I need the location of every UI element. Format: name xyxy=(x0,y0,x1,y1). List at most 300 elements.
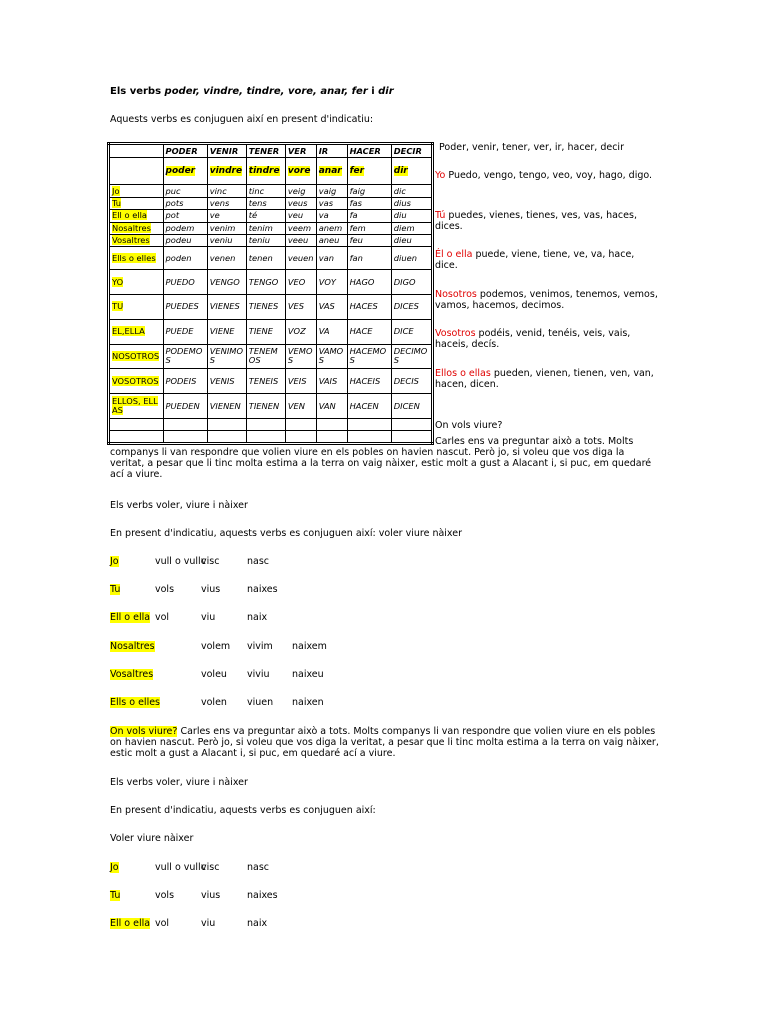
spanish-subject: Tú xyxy=(435,209,446,221)
table-cell xyxy=(163,247,207,270)
cell-value: VOZ xyxy=(287,326,306,337)
form-value: naixen xyxy=(292,697,324,708)
table-row-label xyxy=(109,419,164,431)
table-row xyxy=(109,144,433,158)
table-cell xyxy=(347,158,391,185)
conj-form xyxy=(201,612,215,623)
cell-value: vindre xyxy=(209,165,243,176)
conj-form xyxy=(201,890,220,901)
table-cell xyxy=(316,270,347,295)
spanish-forms: puedes, vienes, tienes, ves, vas, haces, dices. xyxy=(435,209,637,232)
form-value: naix xyxy=(247,612,268,624)
subject-label: Ells o elles xyxy=(110,697,161,708)
table-cell xyxy=(391,185,432,197)
table-cell xyxy=(246,319,285,344)
table-row-label xyxy=(109,210,164,222)
form-value: naixes xyxy=(247,584,278,596)
subject-label: Vosaltres xyxy=(112,235,150,246)
table-cell xyxy=(391,319,432,344)
table-cell xyxy=(316,344,347,369)
table-cell xyxy=(246,369,285,394)
table-cell xyxy=(246,158,285,185)
spanish-line xyxy=(435,289,660,329)
table-cell xyxy=(163,270,207,295)
table-cell xyxy=(246,247,285,270)
cell-value: vaig xyxy=(318,185,337,196)
table-cell xyxy=(347,394,391,419)
table-cell xyxy=(207,144,246,158)
cell-value: tinc xyxy=(248,185,265,196)
table-cell xyxy=(347,294,391,319)
table-row-label xyxy=(109,270,164,295)
table-row xyxy=(109,222,433,234)
cell-value: HACEIS xyxy=(349,375,381,386)
table-cell xyxy=(163,210,207,222)
table-cell xyxy=(391,270,432,295)
conj-subject xyxy=(110,862,119,873)
cell-value: veniu xyxy=(209,235,233,246)
cell-value: VIENEN xyxy=(209,400,241,411)
cell-value: va xyxy=(318,210,329,221)
cell-value: PUEDES xyxy=(165,301,199,312)
form-value: naixeu xyxy=(292,668,324,680)
spanish-forms: podéis, venid, tenéis, veis, vais, haceis, decís. xyxy=(435,328,631,350)
spanish-question: On vols viure? xyxy=(435,420,503,431)
table-cell xyxy=(285,158,316,185)
cell-value: vore xyxy=(287,165,311,176)
cell-value: anem xyxy=(318,222,343,233)
title-last: dir xyxy=(378,86,394,97)
cell-value: TIENEN xyxy=(248,400,280,411)
table-cell xyxy=(207,294,246,319)
table-cell xyxy=(316,431,347,444)
table-cell xyxy=(207,394,246,419)
conj-subject xyxy=(110,612,150,623)
cell-value: dieu xyxy=(393,235,412,246)
cell-value: VEO xyxy=(287,276,306,287)
table-cell xyxy=(207,197,246,209)
story-head: Carles ens va preguntar això a tots. Molts xyxy=(435,436,634,447)
spanish-line xyxy=(435,328,660,368)
cell-value: tenim xyxy=(248,222,273,233)
table-cell xyxy=(391,394,432,419)
story2-paragraph xyxy=(110,726,660,759)
cell-value: dir xyxy=(393,165,408,176)
cell-value: dic xyxy=(393,185,406,196)
table-cell xyxy=(163,369,207,394)
table-cell xyxy=(391,369,432,394)
cell-value: VEIS xyxy=(287,375,307,386)
table-cell xyxy=(246,294,285,319)
cell-value: VIENE xyxy=(209,326,235,337)
cell-value: TENER xyxy=(248,145,280,156)
table-cell xyxy=(285,344,316,369)
cell-value: TENEMOS xyxy=(248,346,278,366)
cell-value: ve xyxy=(209,210,220,221)
table-cell xyxy=(285,247,316,270)
conj-form xyxy=(155,890,174,901)
table-row xyxy=(109,294,433,319)
conj-form xyxy=(201,584,220,595)
table-cell xyxy=(207,222,246,234)
table-cell xyxy=(163,394,207,419)
cell-value: veuen xyxy=(287,252,314,263)
cell-value: té xyxy=(248,210,258,221)
subject-label: NOSOTROS xyxy=(112,350,160,361)
title-prefix: Els verbs xyxy=(110,86,165,97)
table-cell xyxy=(246,270,285,295)
story2-text: Carles ens va preguntar això a tots. Molts companys li van respondre que volien viure en els pobles on havien nascut. Però jo, si voleu que vos diga la veritat, a pesar que li tinc molta estima a la terra on vaig nàixer, estic molt a gust a Alacant i, si puc, em quedaré ací a viure. xyxy=(110,726,659,759)
table-row xyxy=(109,185,433,197)
subject-label: Ell o ella xyxy=(110,612,151,624)
table-cell xyxy=(391,234,432,246)
spanish-subject: Ellos o ellas xyxy=(435,367,491,379)
table-cell xyxy=(391,197,432,209)
cell-value: venen xyxy=(209,252,236,263)
table-cell xyxy=(163,197,207,209)
cell-value: HACEN xyxy=(349,400,379,411)
cell-value: veus xyxy=(287,197,308,208)
conj-form xyxy=(155,556,206,567)
spanish-subject: Vosotros xyxy=(435,328,476,339)
cell-value: HACE xyxy=(349,326,373,337)
cell-value: fa xyxy=(349,210,358,221)
cell-value: aneu xyxy=(318,235,340,246)
table-row-label xyxy=(109,394,164,419)
table-row xyxy=(109,369,433,394)
conj-form xyxy=(247,862,269,873)
subject-label: Tu xyxy=(112,197,122,208)
spanish-forms: podemos, venimos, tenemos, vemos, vamos, hacemos, decimos. xyxy=(435,288,658,311)
cell-value: VEN xyxy=(287,400,305,411)
cell-value: feu xyxy=(349,235,363,246)
table-cell xyxy=(163,419,207,431)
table-cell xyxy=(163,234,207,246)
cell-value: pot xyxy=(165,210,180,221)
table-cell xyxy=(285,431,316,444)
table-cell xyxy=(246,234,285,246)
cell-value: TENGO xyxy=(248,276,279,287)
table-cell xyxy=(207,247,246,270)
conj-subject xyxy=(110,669,153,680)
conj-form xyxy=(201,669,227,680)
table-cell xyxy=(347,419,391,431)
table-cell xyxy=(391,247,432,270)
table-cell xyxy=(347,344,391,369)
section3-intro: En present d'indicatiu, aquests verbs es conjuguen així: xyxy=(110,805,376,816)
cell-value: fas xyxy=(349,197,362,208)
spanish-subject: Yo xyxy=(435,170,446,181)
cell-value: TIENE xyxy=(248,326,274,337)
table-cell xyxy=(391,158,432,185)
conj-form xyxy=(201,862,219,873)
conj-form xyxy=(247,890,278,901)
table-cell xyxy=(207,369,246,394)
form-value: volem xyxy=(201,640,231,652)
form-value: voleu xyxy=(201,668,227,680)
cell-value: diem xyxy=(393,222,415,233)
cell-value: VAN xyxy=(318,400,336,411)
table-cell xyxy=(285,394,316,419)
table-cell xyxy=(207,431,246,444)
cell-value: tindre xyxy=(248,165,280,176)
cell-value: PODEMOS xyxy=(165,346,203,366)
table-cell xyxy=(347,319,391,344)
cell-value: poder xyxy=(165,165,196,176)
form-value: vol xyxy=(155,918,170,930)
table-cell xyxy=(347,369,391,394)
table-cell xyxy=(285,419,316,431)
table-cell xyxy=(391,294,432,319)
conj-form xyxy=(292,669,324,680)
spanish-forms: pueden, vienen, tienen, ven, van, hacen, dicen. xyxy=(435,367,654,390)
spanish-line xyxy=(435,170,660,210)
cell-value: VER xyxy=(287,145,307,156)
spanish-line xyxy=(435,249,660,289)
cell-value: VES xyxy=(287,301,305,312)
subject-label: EL,ELLA xyxy=(112,326,145,337)
table-cell xyxy=(316,197,347,209)
cell-value: fem xyxy=(349,222,366,233)
table-row xyxy=(109,344,433,369)
cell-value: VENIR xyxy=(209,145,239,156)
subject-label: Nosaltres xyxy=(112,222,151,233)
cell-value: anar xyxy=(318,165,342,176)
table-cell xyxy=(246,222,285,234)
table-cell xyxy=(246,344,285,369)
table-cell xyxy=(207,185,246,197)
form-value: vols xyxy=(155,890,175,902)
cell-value: PODER xyxy=(165,145,198,156)
subject-label: Nosaltres xyxy=(110,640,155,652)
cell-value: VAMOS xyxy=(318,346,344,366)
table-row-label xyxy=(109,431,164,444)
table-cell xyxy=(285,222,316,234)
table-row xyxy=(109,419,433,431)
conj-form xyxy=(155,612,169,623)
table-cell xyxy=(316,394,347,419)
subject-label: Jo xyxy=(110,862,119,873)
conj-subject xyxy=(110,697,160,708)
cell-value: HACER xyxy=(349,145,381,156)
table-cell xyxy=(347,431,391,444)
table-cell xyxy=(246,144,285,158)
table-cell xyxy=(207,210,246,222)
cell-value: PODEIS xyxy=(165,375,197,386)
table-cell xyxy=(316,234,347,246)
form-value: vol xyxy=(155,612,170,624)
subject-label: Ells o elles xyxy=(112,252,156,263)
table-row xyxy=(109,158,433,185)
table-cell xyxy=(347,247,391,270)
cell-value: vas xyxy=(318,197,334,208)
table-cell xyxy=(246,431,285,444)
conj-form xyxy=(201,697,227,708)
cell-value: veem xyxy=(287,222,312,233)
table-cell xyxy=(207,270,246,295)
story2-question: On vols viure? xyxy=(110,726,178,737)
table-cell xyxy=(391,431,432,444)
cell-value: van xyxy=(318,252,334,263)
cell-value: VAIS xyxy=(318,375,338,386)
table-cell xyxy=(163,344,207,369)
table-row-label xyxy=(109,158,164,185)
spanish-subject: Nosotros xyxy=(435,288,477,300)
subject-label: Ell o ella xyxy=(112,210,148,221)
table-cell xyxy=(285,144,316,158)
cell-value: IR xyxy=(318,145,329,156)
cell-value: puc xyxy=(165,185,181,196)
form-value: viu xyxy=(201,612,216,624)
table-cell xyxy=(316,144,347,158)
table-row xyxy=(109,394,433,419)
spanish-forms: Puedo, vengo, tengo, veo, voy, hago, digo. xyxy=(445,170,653,181)
table-cell xyxy=(391,344,432,369)
cell-value: PUEDEN xyxy=(165,400,200,411)
conj-form xyxy=(247,697,273,708)
table-cell xyxy=(347,234,391,246)
cell-value: podeu xyxy=(165,235,192,246)
cell-value: VENIS xyxy=(209,375,235,386)
table-cell xyxy=(285,270,316,295)
table-row xyxy=(109,247,433,270)
subject-label: YO xyxy=(112,276,124,287)
conj-form xyxy=(247,918,267,929)
table-row-label xyxy=(109,344,164,369)
table-cell xyxy=(391,210,432,222)
table-cell xyxy=(391,144,432,158)
table-cell xyxy=(163,222,207,234)
cell-value: faig xyxy=(349,185,366,196)
form-value: vivim xyxy=(247,640,273,652)
table-cell xyxy=(347,270,391,295)
table-cell xyxy=(316,210,347,222)
table-row-label xyxy=(109,294,164,319)
cell-value: poden xyxy=(165,252,192,263)
table-cell xyxy=(316,222,347,234)
conj-form xyxy=(247,584,278,595)
conj-form xyxy=(292,697,324,708)
table-row-label xyxy=(109,234,164,246)
subject-label: Vosaltres xyxy=(110,668,154,680)
cell-value: VIENES xyxy=(209,301,240,312)
form-value: nasc xyxy=(247,862,270,873)
cell-value: DICE xyxy=(393,326,414,337)
conj-form xyxy=(292,641,327,652)
cell-value: VA xyxy=(318,326,330,337)
cell-value: teniu xyxy=(248,235,270,246)
table-row-label xyxy=(109,197,164,209)
cell-value: DECIS xyxy=(393,375,419,386)
cell-value: DICEN xyxy=(393,400,420,411)
cell-value: venim xyxy=(209,222,236,233)
spanish-forms: puede, viene, tiene, ve, va, hace, dice. xyxy=(435,249,635,271)
table-cell xyxy=(285,234,316,246)
table-cell xyxy=(163,431,207,444)
intro-text: Aquests verbs es conjuguen així en present d'indicatiu: xyxy=(110,114,374,125)
cell-value: fer xyxy=(349,165,365,176)
form-value: viu xyxy=(201,918,216,930)
table-cell xyxy=(246,197,285,209)
table-row xyxy=(109,210,433,222)
conj-form xyxy=(201,918,215,929)
table-cell xyxy=(285,185,316,197)
form-value: visc xyxy=(201,556,220,567)
cell-value: vens xyxy=(209,197,230,208)
cell-value: diu xyxy=(393,210,407,221)
cell-value: tenen xyxy=(248,252,273,263)
table-cell xyxy=(163,185,207,197)
conj-form xyxy=(155,584,174,595)
cell-value: DECIMOS xyxy=(393,346,428,366)
table-cell xyxy=(163,319,207,344)
table-cell xyxy=(316,369,347,394)
table-cell xyxy=(316,158,347,185)
conj-subject xyxy=(110,556,119,567)
table-cell xyxy=(316,247,347,270)
table-cell xyxy=(163,294,207,319)
verb-table xyxy=(107,142,434,445)
title-verbs: poder, vindre, tindre, vore, anar, fer xyxy=(164,86,368,97)
cell-value: podem xyxy=(165,222,195,233)
cell-value: veeu xyxy=(287,235,309,246)
conj-form xyxy=(247,612,267,623)
cell-value: vinc xyxy=(209,185,227,196)
table-cell xyxy=(207,234,246,246)
title-joiner: i xyxy=(367,86,379,97)
form-value: naixes xyxy=(247,890,278,902)
cell-value: VOY xyxy=(318,276,336,287)
table-row-label xyxy=(109,144,164,158)
form-value: naix xyxy=(247,918,268,930)
form-value: vull o vullc xyxy=(155,556,206,567)
table-cell xyxy=(285,197,316,209)
table-cell xyxy=(316,185,347,197)
cell-value: pots xyxy=(165,197,184,208)
cell-value: VENGO xyxy=(209,276,240,287)
conj-form xyxy=(247,669,270,680)
conj-subject xyxy=(110,641,155,652)
table-cell xyxy=(246,394,285,419)
subject-label: Tu xyxy=(110,584,121,596)
table-row-label xyxy=(109,222,164,234)
page-title xyxy=(110,86,394,97)
table-cell xyxy=(207,419,246,431)
story-rest: companys li van respondre que volien viure en els pobles on havien nascut. Però jo, si voleu que vos diga la veritat, a pesar que li tinc molta estima a la terra on vaig nàixer, estic molt a gust a Alacant i, si puc, em quedaré ací a viure. xyxy=(110,447,652,480)
table-cell xyxy=(207,344,246,369)
table-cell xyxy=(163,158,207,185)
form-value: naixem xyxy=(292,640,327,652)
cell-value: fan xyxy=(349,252,363,263)
table-cell xyxy=(347,210,391,222)
table-row xyxy=(109,197,433,209)
cell-value: VAS xyxy=(318,301,335,312)
table-cell xyxy=(246,419,285,431)
subject-label: Jo xyxy=(110,556,119,567)
table-row-label xyxy=(109,185,164,197)
spanish-line xyxy=(435,368,660,408)
table-cell xyxy=(391,419,432,431)
table-cell xyxy=(316,319,347,344)
spanish-heading: Poder, venir, tener, ver, ir, hacer, decir xyxy=(439,142,624,153)
table-cell xyxy=(285,369,316,394)
table-cell xyxy=(285,319,316,344)
section3-title: Els verbs voler, viure i nàixer xyxy=(110,777,248,788)
cell-value: HAGO xyxy=(349,276,375,287)
conj-subject xyxy=(110,918,150,929)
subject-label: Jo xyxy=(112,185,120,196)
cell-value: VENIMOS xyxy=(209,346,243,366)
